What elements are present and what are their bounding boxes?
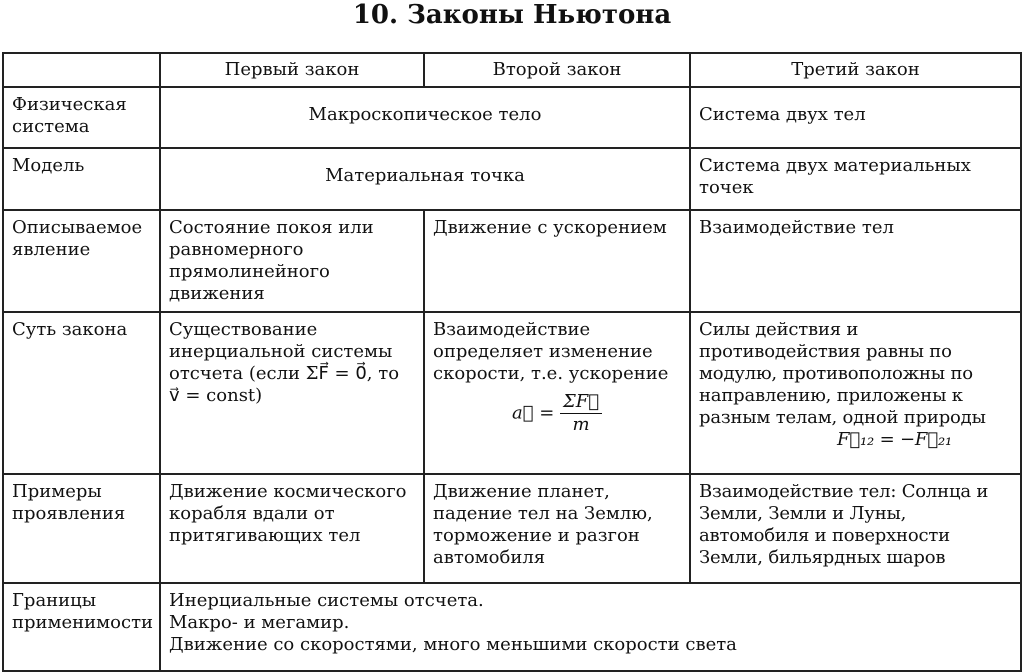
row-limits — [3, 583, 1021, 671]
cell-limits-merged — [160, 583, 1021, 671]
limits-line-2: Макро- и мегамир. — [169, 612, 350, 633]
cell-examples-third: Взаимодействие тел: Солнца и Земли, Земли и Луны, автомобиля и поверхности Земли, бильярдных шаров — [690, 474, 1021, 583]
acceleration-formula — [433, 391, 681, 436]
cell-essence-second — [424, 312, 690, 474]
cell-model-merged: Материальная точка — [160, 148, 690, 210]
row-label-model: Модель — [3, 148, 160, 210]
row-phenomenon — [3, 210, 1021, 312]
header-third-law: Третий закон — [690, 53, 1021, 87]
row-model — [3, 148, 1021, 210]
row-label-essence: Суть закона — [3, 312, 160, 474]
header-first-law: Первый закон — [160, 53, 424, 87]
cell-examples-second: Движение планет, падение тел на Землю, торможение и разгон автомобиля — [424, 474, 690, 583]
row-physical-system — [3, 87, 1021, 148]
cell-phenomenon-first: Состояние покоя или равномерного прямолинейного движения — [160, 210, 424, 312]
cell-essence-first: Существование инерциальной системы отсчета (если ΣF⃗ = 0⃗, то v⃗ = const) — [160, 312, 424, 474]
row-label-phenomenon: Описываемое явление — [3, 210, 160, 312]
formula-fraction — [560, 391, 602, 436]
cell-model-third: Система двух материальных точек — [690, 148, 1021, 210]
row-label-limits: Границы применимости — [3, 583, 160, 671]
essence-third-text: Силы действия и противодействия равны по модулю, противоположны по направлению, приложены к разным телам, одной природы — [699, 319, 986, 428]
page-title: 10. Законы Ньютона — [352, 0, 672, 30]
cell-system-third: Система двух тел — [690, 87, 1021, 148]
formula-numerator: ΣF⃗ — [560, 391, 602, 414]
row-label-examples: Примеры проявления — [3, 474, 160, 583]
row-label-physical-system: Физическая система — [3, 87, 160, 148]
cell-system-merged: Макроскопическое тело — [160, 87, 690, 148]
cell-phenomenon-second: Движение с ускорением — [424, 210, 690, 312]
cell-phenomenon-third: Взаимодействие тел — [690, 210, 1021, 312]
row-examples — [3, 474, 1021, 583]
header-second-law: Второй закон — [424, 53, 690, 87]
row-essence — [3, 312, 1021, 474]
cell-essence-third — [690, 312, 1021, 474]
formula-lhs: a⃗ = — [511, 402, 555, 424]
cell-examples-first: Движение космического корабля вдали от притягивающих тел — [160, 474, 424, 583]
essence-second-text: Взаимодействие определяет изменение скорости, т.е. ускорение — [433, 319, 669, 384]
header-corner — [3, 53, 160, 87]
newton-laws-table — [2, 52, 1022, 672]
header-row — [3, 53, 1021, 87]
limits-line-3: Движение со скоростями, много меньшими скорости света — [169, 634, 737, 655]
action-reaction-formula: F⃗₁₂ = −F⃗₂₁ — [836, 429, 952, 450]
limits-line-1: Инерциальные системы отсчета. — [169, 590, 484, 611]
formula-denominator: m — [572, 414, 590, 435]
